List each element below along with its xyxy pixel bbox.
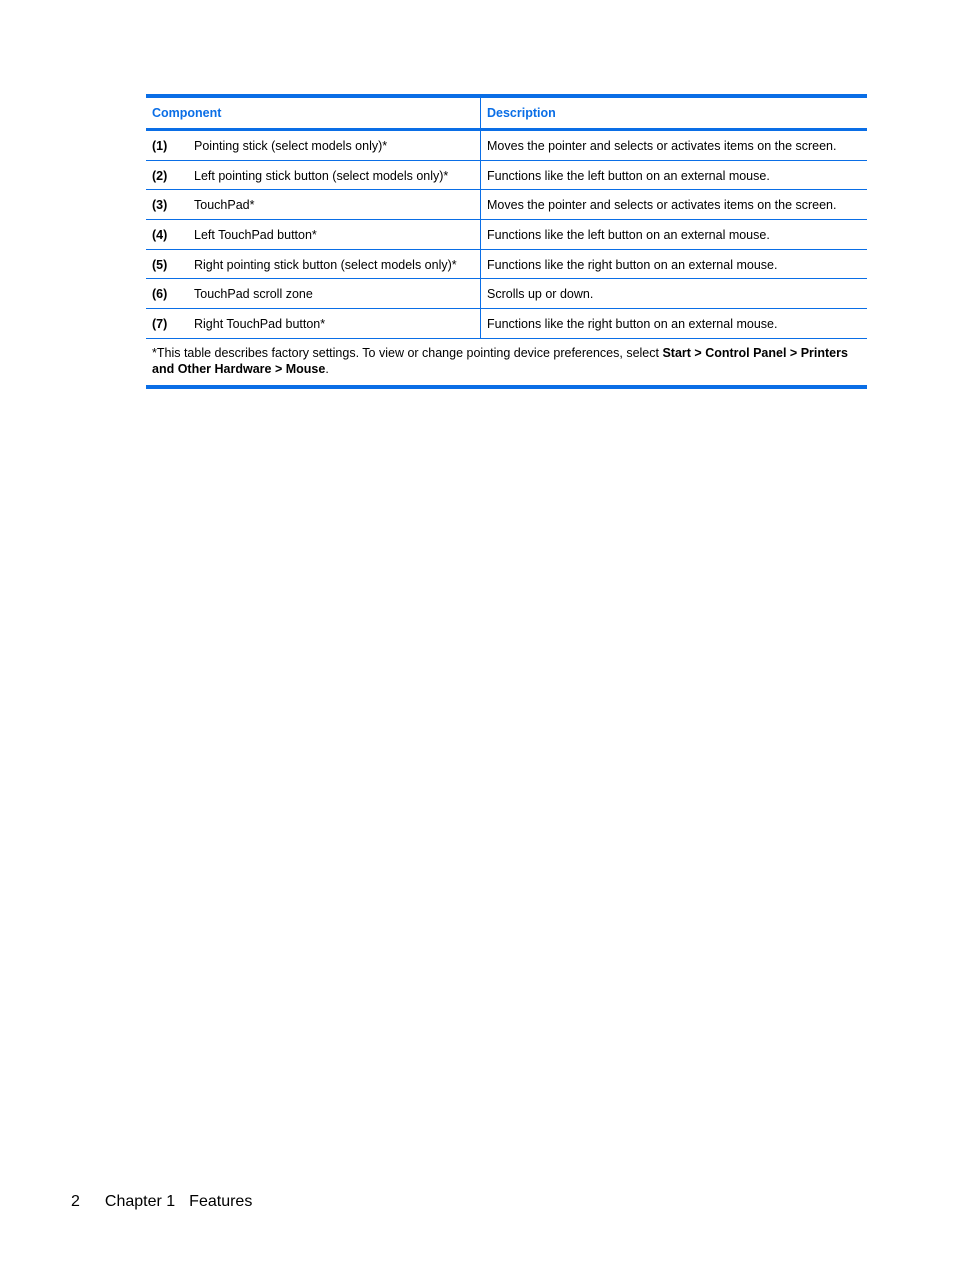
row-number: (7) (152, 317, 168, 332)
table-row (146, 131, 867, 161)
row-number: (1) (152, 139, 168, 153)
row-number: (6) (152, 287, 168, 302)
row-component: Right pointing stick button (select models only)* (194, 250, 481, 279)
footnote-text: *This table describes factory settings. To view or change pointing device preferences, select (152, 345, 663, 360)
row-number: (5) (152, 257, 168, 272)
row-description: Functions like the right button on an external mouse. (487, 257, 778, 272)
components-table (146, 94, 867, 389)
row-description: Functions like the right button on an external mouse. (487, 317, 778, 332)
row-description: Moves the pointer and selects or activates items on the screen. (487, 139, 837, 153)
table-row (146, 309, 867, 339)
footnote-end: . (325, 361, 329, 376)
table-row (146, 190, 867, 220)
row-component: Right TouchPad button* (194, 309, 481, 338)
table-row (146, 250, 867, 280)
row-number: (3) (152, 198, 168, 213)
table-footnote (146, 339, 867, 389)
row-number: (4) (152, 228, 168, 243)
row-component: Left TouchPad button* (194, 220, 481, 249)
page-footer (71, 1193, 252, 1211)
chapter-label: Chapter 1 (104, 1193, 176, 1210)
row-component: Pointing stick (select models only)* (194, 131, 481, 160)
row-description: Moves the pointer and selects or activates items on the screen. (487, 198, 837, 213)
chapter-title: Features (189, 1193, 253, 1210)
row-number: (2) (152, 168, 168, 183)
row-component: Left pointing stick button (select models only)* (194, 161, 481, 190)
footnote-menu-path: Start > Control Panel > Printers and Other Hardware > Mouse (152, 345, 848, 376)
table-header (146, 98, 867, 131)
row-description: Functions like the left button on an external mouse. (487, 228, 770, 243)
table-row (146, 220, 867, 250)
row-component: TouchPad scroll zone (194, 279, 481, 308)
header-component: Component (146, 98, 481, 128)
row-component: TouchPad* (194, 190, 481, 219)
table-row (146, 161, 867, 191)
row-description: Scrolls up or down. (487, 287, 594, 302)
header-description: Description (487, 106, 556, 120)
page-number: 2 (71, 1193, 80, 1210)
table-row (146, 279, 867, 309)
row-description: Functions like the left button on an external mouse. (487, 168, 770, 183)
